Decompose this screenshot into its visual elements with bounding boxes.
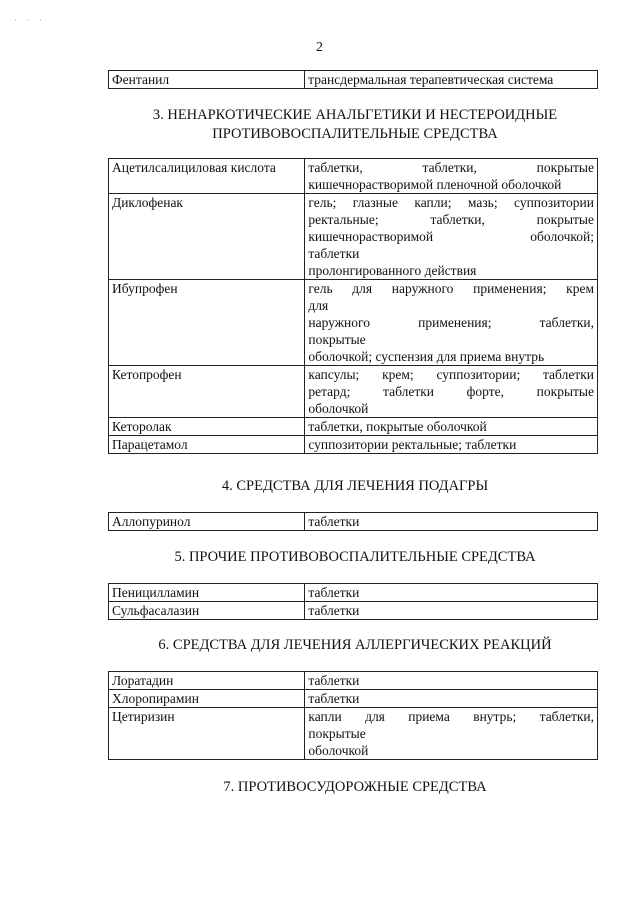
dosage-form <box>305 584 598 602</box>
dosage-form <box>305 602 598 620</box>
dosage-form <box>305 436 598 454</box>
table-row <box>109 672 598 690</box>
drug-name: Сульфасалазин <box>109 602 305 620</box>
dosage-form <box>305 194 598 280</box>
dosage-form-line: капли для приема внутрь; таблетки, <box>308 709 594 724</box>
drug-name: Кетопрофен <box>109 366 305 418</box>
table-row <box>109 584 598 602</box>
table-row <box>109 436 598 454</box>
dosage-form-line: наружного применения; таблетки, <box>308 315 594 330</box>
table-row <box>109 602 598 620</box>
dosage-form <box>305 708 598 760</box>
dosage-form-line: ректальные; таблетки, покрытые <box>308 212 594 227</box>
section-title-3-line2: ПРОТИВОВОСПАЛИТЕЛЬНЫЕ СРЕДСТВА <box>212 126 498 142</box>
table-gout <box>108 512 598 531</box>
dosage-form-line: для <box>308 298 329 313</box>
scan-mark: · · · <box>14 16 46 25</box>
dosage-form <box>305 690 598 708</box>
drug-name: Ибупрофен <box>109 280 305 366</box>
drug-name: Цетиризин <box>109 708 305 760</box>
dosage-form-line: таблетки, таблетки, покрытые <box>308 160 594 175</box>
drug-name: Фентанил <box>109 71 305 89</box>
table-row <box>109 280 598 366</box>
section-title-3-line1: 3. НЕНАРКОТИЧЕСКИЕ АНАЛЬГЕТИКИ И НЕСТЕРОИДНЫЕ <box>152 107 558 123</box>
dosage-form-line: таблетки <box>308 673 360 688</box>
dosage-form-line: гель для наружного применения; крем <box>308 281 594 296</box>
dosage-form-line: таблетки <box>308 603 360 618</box>
dosage-form <box>305 159 598 194</box>
table-antiallergic <box>108 671 598 760</box>
dosage-form-line: таблетки <box>308 246 360 261</box>
drug-name: Диклофенак <box>109 194 305 280</box>
drug-name: Аллопуринол <box>109 513 305 531</box>
page-number: 2 <box>316 40 323 55</box>
dosage-form-line: оболочкой <box>308 743 369 758</box>
drug-name: Лоратадин <box>109 672 305 690</box>
dosage-form-line: таблетки <box>308 585 360 600</box>
section-title-4: 4. СРЕДСТВА ДЛЯ ЛЕЧЕНИЯ ПОДАГРЫ <box>221 478 489 494</box>
drug-name: Пеницилламин <box>109 584 305 602</box>
table-nsaids <box>108 158 598 454</box>
dosage-form-line: ретард; таблетки форте, покрытые <box>308 384 594 399</box>
dosage-form-line: покрытые <box>308 726 366 741</box>
dosage-form <box>305 280 598 366</box>
table-row <box>109 194 598 280</box>
table-opioids-tail <box>108 70 598 89</box>
dosage-form-line: оболочкой; суспензия для приема внутрь <box>308 349 545 364</box>
dosage-form-line: трансдермальная терапевтическая система <box>308 72 554 87</box>
dosage-form-line: таблетки, покрытые оболочкой <box>308 419 487 434</box>
table-other-antiinflammatory <box>108 583 598 620</box>
dosage-form-line: пролонгированного действия <box>308 263 477 278</box>
table-row <box>109 708 598 760</box>
table-row <box>109 418 598 436</box>
dosage-form <box>305 71 598 89</box>
dosage-form-line: покрытые <box>308 332 366 347</box>
drug-name: Кеторолак <box>109 418 305 436</box>
table-row <box>109 71 598 89</box>
section-title-3 <box>60 106 639 144</box>
dosage-form-line: капсулы; крем; суппозитории; таблетки <box>308 367 594 382</box>
section-title-5: 5. ПРОЧИЕ ПРОТИВОВОСПАЛИТЕЛЬНЫЕ СРЕДСТВА <box>174 549 536 565</box>
dosage-form <box>305 672 598 690</box>
table-row <box>109 690 598 708</box>
drug-name: Парацетамол <box>109 436 305 454</box>
dosage-form-line: таблетки <box>308 514 360 529</box>
dosage-form-line: суппозитории ректальные; таблетки <box>308 437 517 452</box>
section-title-6: 6. СРЕДСТВА ДЛЯ ЛЕЧЕНИЯ АЛЛЕРГИЧЕСКИХ РЕАКЦИЙ <box>158 637 552 653</box>
dosage-form <box>305 366 598 418</box>
dosage-form <box>305 513 598 531</box>
table-row <box>109 366 598 418</box>
drug-name: Ацетилсалициловая кислота <box>109 159 305 194</box>
dosage-form-line: таблетки <box>308 691 360 706</box>
dosage-form-line: кишечнорастворимой пленочной оболочкой <box>308 177 562 192</box>
dosage-form <box>305 418 598 436</box>
drug-name: Хлоропирамин <box>109 690 305 708</box>
dosage-form-line: оболочкой <box>308 401 369 416</box>
section-title-7: 7. ПРОТИВОСУДОРОЖНЫЕ СРЕДСТВА <box>223 779 487 795</box>
dosage-form-line: гель; глазные капли; мазь; суппозитории <box>308 195 594 210</box>
dosage-form-line: кишечнорастворимой оболочкой; <box>308 229 594 244</box>
table-row <box>109 159 598 194</box>
table-row <box>109 513 598 531</box>
